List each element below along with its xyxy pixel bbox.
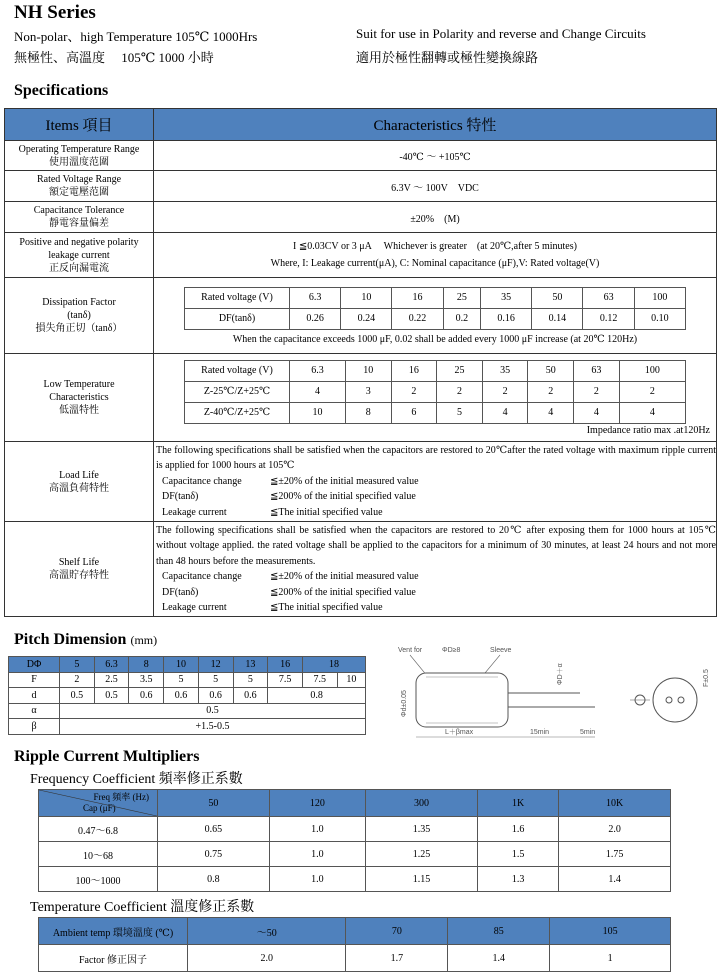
factor-value: 1.4	[448, 945, 550, 972]
shelf-cap-change: Capacitance change	[162, 571, 242, 582]
temperature-coefficient-table	[38, 917, 671, 972]
temp-header: 70	[346, 918, 448, 945]
temp-header: 105	[550, 918, 671, 945]
pitch-dd: 0.5	[94, 688, 129, 704]
pitch-dd-label: d	[9, 688, 60, 704]
min5-label: 5min	[580, 729, 596, 736]
low-temp-cell	[154, 354, 717, 442]
pitch-d: 5	[60, 657, 95, 673]
df-value: 0.26	[290, 308, 341, 329]
pitch-table	[8, 656, 366, 735]
df-v: 25	[443, 287, 480, 308]
lt-row2-label: Z-40℃/Z+25℃	[185, 402, 290, 423]
pitch-d: 16	[268, 657, 303, 673]
lt-note: Impedance ratio max .at120Hz	[586, 424, 710, 436]
factor-value: 1	[550, 945, 671, 972]
specifications-heading: Specifications	[14, 82, 109, 99]
low-temp-table	[184, 360, 686, 424]
freq-header: 300	[366, 790, 478, 817]
pitch-alpha-label: α	[9, 703, 60, 719]
lt-value: 10	[290, 402, 346, 423]
freq-cap: 100～1000	[39, 867, 158, 892]
rated-voltage-value: 6.3V ～ 100V VDC	[154, 171, 717, 202]
df-note: When the capacitance exceeds 1000 μF, 0.02 shall be added every 1000 μF increase (at 20℃ 120Hz)	[232, 333, 638, 345]
pitch-f: 10	[337, 672, 365, 688]
factor-value: 1.7	[346, 945, 448, 972]
vent-label: Vent for	[398, 647, 423, 654]
pitch-d: 10	[164, 657, 199, 673]
phi-dd-label: ΦD＋α	[557, 663, 564, 685]
df-value: 0.12	[583, 308, 634, 329]
df-v: 16	[392, 287, 443, 308]
rated-voltage-label: Rated Voltage Range 額定電壓范圍	[5, 171, 154, 202]
shelf-leak-val: ≦The initial specified value	[270, 602, 383, 613]
lt-row1-label: Z-25℃/Z+25℃	[185, 381, 290, 402]
lt-v: 16	[391, 360, 437, 381]
freq-row	[39, 867, 671, 892]
lt-value: 4	[619, 402, 685, 423]
df-v: 6.3	[290, 287, 341, 308]
freq-header: 120	[269, 790, 366, 817]
lt-v: 10	[345, 360, 391, 381]
pitch-f: 5	[233, 672, 268, 688]
dimension-drawing	[390, 637, 720, 747]
op-temp-value: -40℃ ～ +105℃	[154, 141, 717, 171]
load-life-text: The following specifications shall be satisfied when the capacitors are restored to 20℃after the rated voltage with maximum ripple current is applied for 1000 hours at 105℃	[156, 444, 716, 472]
pitch-dd: 0.6	[129, 688, 164, 704]
lt-value: 4	[482, 402, 528, 423]
pitch-dd: 0.6	[164, 688, 199, 704]
temp-heading: Temperature Coefficient 溫度修正系數	[30, 900, 255, 915]
cap-tolerance-label: Capacitance Tolerance 靜電容量偏差	[5, 202, 154, 233]
pitch-f: 5	[164, 672, 199, 688]
specifications-table	[4, 108, 717, 617]
series-title: NH Series	[14, 2, 96, 23]
freq-row	[39, 817, 671, 842]
freq-value: 1.0	[269, 867, 366, 892]
lt-value: 8	[345, 402, 391, 423]
freq-value: 1.0	[269, 817, 366, 842]
freq-value: 1.5	[477, 842, 558, 867]
freq-header: 10K	[559, 790, 671, 817]
op-temp-label: Operating Temperature Range 使用溫度范圍	[5, 141, 154, 171]
lt-value: 4	[574, 402, 620, 423]
pitch-d: 13	[233, 657, 268, 673]
lt-v: 25	[437, 360, 483, 381]
subtitle-cn: 無極性、高溫度 105℃ 1000 小時	[14, 50, 214, 65]
freq-value: 1.25	[366, 842, 478, 867]
pitch-f: 3.5	[129, 672, 164, 688]
pitch-beta: +1.5-0.5	[60, 719, 366, 735]
pitch-f: 2	[60, 672, 95, 688]
lt-v: 100	[619, 360, 685, 381]
shelf-life-text: The following specifications shall be satisfied when the capacitors are restored to 20℃ after exposing them for 1000 hours at 105℃ without voltage applied. the rated voltage shall be applied to the capacitors for a minimum of 30 minutes, at least 24 hours and not more than 48 hours before the measurements.	[156, 524, 716, 567]
df-value: 0.22	[392, 308, 443, 329]
freq-value: 1.3	[477, 867, 558, 892]
phi-d-label: Φd±0.05	[401, 690, 408, 717]
factor-label: Factor 修正因子	[39, 945, 188, 972]
lt-value: 4	[290, 381, 346, 402]
lt-value: 2	[619, 381, 685, 402]
lt-value: 2	[391, 381, 437, 402]
df-v: 50	[532, 287, 583, 308]
low-temp-label: Low Temperature Characteristics 低溫特性	[5, 354, 154, 442]
df-v: 10	[341, 287, 392, 308]
pitch-f-label: F	[9, 672, 60, 688]
pitch-d: 18	[302, 657, 365, 673]
f-tol-label: F±0.5	[703, 669, 710, 687]
lt-v: 35	[482, 360, 528, 381]
pitch-f: 5	[198, 672, 233, 688]
pitch-heading: Pitch Dimension (mm)	[14, 631, 158, 648]
load-df-val: ≦200% of the initial specified value	[270, 491, 416, 503]
shelf-leak: Leakage current	[162, 602, 227, 613]
pitch-d: 6.3	[94, 657, 129, 673]
load-cap-change-val: ≦±20% of the initial measured value	[270, 475, 419, 487]
lt-value: 2	[574, 381, 620, 402]
df-table	[184, 287, 686, 330]
freq-value: 1.0	[269, 842, 366, 867]
freq-value: 1.4	[559, 867, 671, 892]
lt-value: 6	[391, 402, 437, 423]
df-value: 0.16	[481, 308, 532, 329]
load-life-cell	[154, 442, 717, 522]
load-leak-val: ≦The initial specified value	[270, 506, 383, 518]
lt-v: 50	[528, 360, 574, 381]
leakage-value: I ≦0.03CV or 3 μA Whichever is greater (at 20℃,after 5 minutes) Where, I: Leakage current(μA), C: Nominal capacitance (μF),V: Rated voltage(V)	[154, 233, 717, 278]
freq-value: 0.75	[158, 842, 270, 867]
freq-cap: 0.47～6.8	[39, 817, 158, 842]
ripple-heading: Ripple Current Multipliers	[14, 748, 200, 765]
df-row-label: DF(tanδ)	[185, 308, 290, 329]
load-cap-change: Capacitance change	[162, 475, 242, 487]
pitch-d: 8	[129, 657, 164, 673]
df-v: 63	[583, 287, 634, 308]
usage-en: Suit for use in Polarity and reverse and Change Circuits	[356, 26, 646, 41]
shelf-cap-change-val: ≦±20% of the initial measured value	[270, 571, 419, 582]
freq-value: 0.65	[158, 817, 270, 842]
subtitle-en: Non-polar、high Temperature 105℃ 1000Hrs	[14, 29, 258, 44]
characteristics-header: Characteristics 特性	[154, 109, 717, 141]
df-value: 0.2	[443, 308, 480, 329]
df-voltage-label: Rated voltage (V)	[185, 287, 290, 308]
df-cell	[154, 278, 717, 354]
factor-value: 2.0	[188, 945, 346, 972]
lt-value: 2	[437, 381, 483, 402]
freq-value: 1.15	[366, 867, 478, 892]
shelf-df-val: ≦200% of the initial specified value	[270, 586, 416, 598]
df-v: 100	[634, 287, 685, 308]
pitch-beta-label: β	[9, 719, 60, 735]
df-value: 0.24	[341, 308, 392, 329]
temp-header: ～50	[188, 918, 346, 945]
lt-value: 5	[437, 402, 483, 423]
sleeve-label: Sleeve	[490, 647, 512, 654]
freq-value: 0.8	[158, 867, 270, 892]
pitch-d: 12	[198, 657, 233, 673]
freq-header: 50	[158, 790, 270, 817]
freq-heading: Frequency Coefficient 頻率修正系數	[30, 772, 243, 787]
pitch-dd: 0.8	[268, 688, 366, 704]
freq-header: 1K	[477, 790, 558, 817]
frequency-coefficient-table	[38, 789, 671, 892]
df-value: 0.10	[634, 308, 685, 329]
pitch-f: 2.5	[94, 672, 129, 688]
freq-corner: Freq 頻率 (Hz) Cap (μF)	[39, 790, 158, 817]
lt-v: 63	[574, 360, 620, 381]
leakage-label: Positive and negative polarity leakage current 正反向漏電流	[5, 233, 154, 278]
df-label: Dissipation Factor (tanδ) 損失角正切（tanδ）	[5, 278, 154, 354]
shelf-df: DF(tanδ)	[162, 586, 199, 598]
df-v: 35	[481, 287, 532, 308]
load-leak: Leakage current	[162, 506, 227, 518]
freq-value: 1.35	[366, 817, 478, 842]
pitch-alpha: 0.5	[60, 703, 366, 719]
lt-value: 4	[528, 402, 574, 423]
freq-value: 1.6	[477, 817, 558, 842]
lt-value: 2	[482, 381, 528, 402]
vent-cond: ΦD≥8	[442, 647, 461, 654]
l-beta-label: L＋βmax	[445, 729, 474, 736]
pitch-f: 7.5	[268, 672, 303, 688]
pitch-d-label: DΦ	[9, 657, 60, 673]
min15-label: 15min	[530, 729, 550, 736]
lt-value: 2	[528, 381, 574, 402]
load-life-label: Load Life 高溫負荷特性	[5, 442, 154, 522]
freq-cap: 10～68	[39, 842, 158, 867]
shelf-life-label: Shelf Life 高溫貯存特性	[5, 522, 154, 617]
pitch-dd: 0.6	[233, 688, 268, 704]
pitch-dd: 0.5	[60, 688, 95, 704]
load-df: DF(tanδ)	[162, 491, 199, 503]
ambient-temp-label: Ambient temp 環境溫度 (℃)	[39, 918, 188, 945]
pitch-dd: 0.6	[198, 688, 233, 704]
lt-voltage-label: Rated voltage (V)	[185, 360, 290, 381]
cap-tolerance-value: ±20% (M)	[154, 202, 717, 233]
lt-value: 3	[345, 381, 391, 402]
usage-cn: 適用於極性翻轉或極性變換線路	[356, 50, 539, 65]
freq-row	[39, 842, 671, 867]
pitch-f: 7.5	[302, 672, 337, 688]
shelf-life-cell	[154, 522, 717, 617]
lt-v: 6.3	[290, 360, 346, 381]
temp-header: 85	[448, 918, 550, 945]
items-header: Items 項目	[5, 109, 154, 141]
df-value: 0.14	[532, 308, 583, 329]
freq-value: 2.0	[559, 817, 671, 842]
freq-value: 1.75	[559, 842, 671, 867]
